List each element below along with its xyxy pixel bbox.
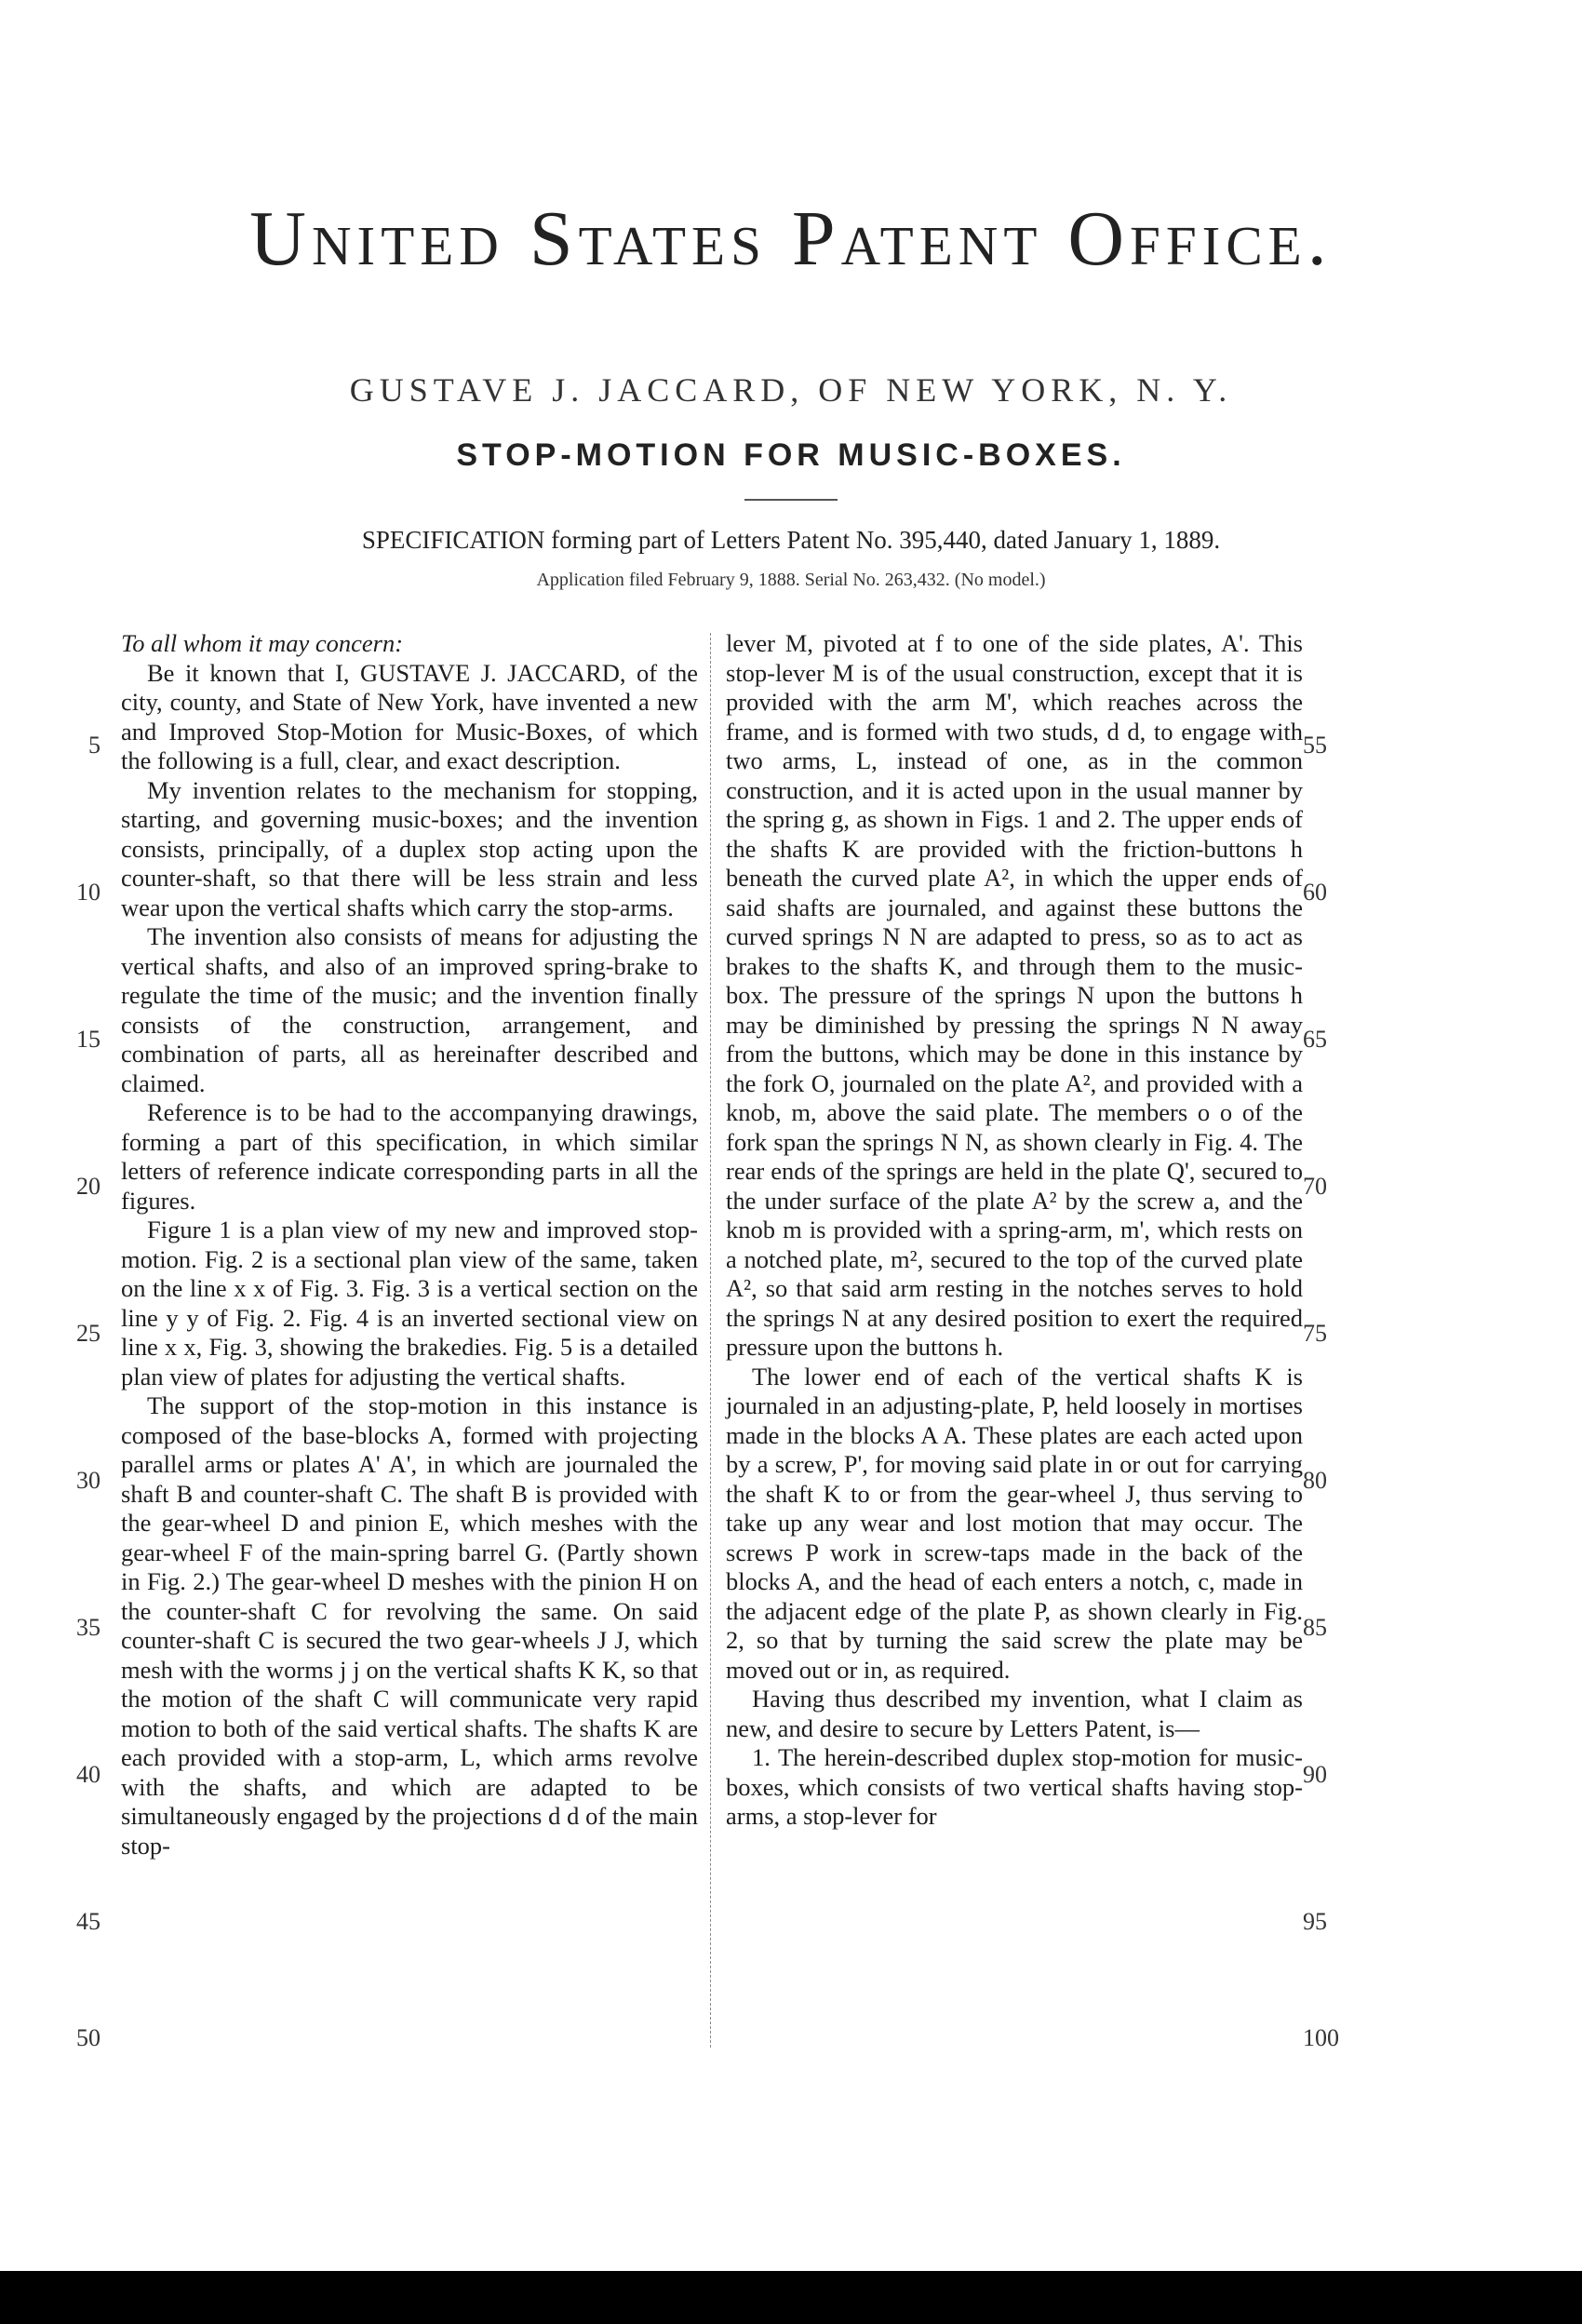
paragraph: Be it known that I, GUSTAVE J. JACCARD, of the city, county, and State of New York, have invented a new and Improved Stop-Motion for Music-Boxes, of which the following is a full, clear, and exact description.: [121, 658, 698, 774]
line-number: 65: [1303, 1026, 1327, 1053]
paragraph: lever M, pivoted at f to one of the side plates, A'. This stop-lever M is of the usual construction, except that it is provided with the arm M', which reaches across the frame, and is formed with two studs, d d, to engage with two arms, L, instead of one, as in the common construction, and it is acted upon in the usual manner by the spring g, as shown in Figs. 1 and 2. The upper ends of the shafts K are provided with the friction-buttons h beneath the curved plate A², in which the upper ends of said shafts are journaled, and against these buttons the curved springs N N are adapted to press, so as to act as brakes to the shafts K, and through them to the music-box. The pressure of the springs N upon the buttons h may be diminished by pressing the springs N N away from the buttons, which may be done in this instance by the fork O, journaled on the plate A², and provided with a knob, m, above the said plate. The members o o of the fork span the springs N N, as shown clearly in Fig. 4. The rear ends of the springs are held in the plate Q', secured to the under surface of the plate A² by the screw a, and the knob m is provided with a spring-arm, m', which rests on a notched plate, m², secured to the top of the curved plate A², so that said arm resting in the notches serves to hold the springs N at any desired position to exert the required pressure upon the buttons h.: [726, 629, 1303, 1361]
paragraph: The invention also consists of means for adjusting the vertical shafts, and also of an improved spring-brake to regulate the time of the music; and the invention finally consists of the construction, arrangement, and combination of parts, all as hereinafter described and claimed.: [121, 922, 698, 1097]
office-title: United States Patent Office.: [249, 195, 1333, 282]
patent-title: STOP-MOTION FOR MUSIC-BOXES.: [456, 437, 1126, 473]
line-number: 100: [1303, 2024, 1339, 2051]
line-number: 15: [76, 1026, 101, 1053]
line-number: 60: [1303, 879, 1327, 906]
line-number: 35: [76, 1614, 101, 1641]
right-column: [726, 629, 1303, 1832]
line-number: 5: [88, 732, 101, 759]
paragraph: The lower end of each of the vertical shafts K is journaled in an adjusting-plate, P, held loosely in mortises made in the blocks A A. These plates are each acted upon by a screw, P', for moving said plate in or out for carrying the shaft K to or from the gear-wheel J, thus serving to take up any wear and lost motion that may occur. The screws P work in screw-taps made in the back of the blocks A, and the head of each enters a notch, c, made in the adjacent edge of the plate P, as shown clearly in Fig. 2, so that by turning the said screw the plate may be moved out or in, as required.: [726, 1362, 1303, 1684]
line-number: 25: [76, 1320, 101, 1347]
paragraph: Figure 1 is a plan view of my new and improved stop-motion. Fig. 2 is a sectional plan view of the same, taken on the line x x of Fig. 3. Fig. 3 is a vertical section on the line y y of Fig. 2. Fig. 4 is an inverted sectional view on line x x, Fig. 3, showing the brakedies. Fig. 5 is a detailed plan view of plates for adjusting the vertical shafts.: [121, 1216, 698, 1390]
line-number: 55: [1303, 732, 1327, 759]
salutation: To all whom it may concern:: [121, 629, 404, 657]
paragraph: The support of the stop-motion in this instance is composed of the base-blocks A, formed with projecting parallel arms or plates A' A', in which are journaled the shaft B and counter-shaft C. The shaft B is provided with the gear-wheel D and pinion E, which meshes with the gear-wheel F of the main-spring barrel G. (Partly shown in Fig. 2.) The gear-wheel D meshes with the pinion H on the counter-shaft C for revolving the same. On said counter-shaft C is secured the two gear-wheels J J, which mesh with the worms j j on the vertical shafts K K, so that the motion of the shaft C will communicate very rapid motion to both of the said vertical shafts. The shafts K are each provided with a stop-arm, L, which arms revolve with the shafts, and which are adapted to be simultaneously engaged by the projections d d of the main stop-: [121, 1391, 698, 1860]
paragraph: Reference is to be had to the accompanying drawings, forming a part of this specification, in which similar letters of reference indicate corresponding parts in all the figures.: [121, 1098, 698, 1215]
line-number: 10: [76, 879, 101, 906]
specification-line: SPECIFICATION forming part of Letters Patent No. 395,440, dated January 1, 1889.: [361, 526, 1221, 554]
line-number: 30: [76, 1467, 101, 1494]
line-number: 80: [1303, 1467, 1327, 1494]
line-number: 90: [1303, 1761, 1327, 1788]
column-divider: [710, 633, 711, 2048]
line-number: 50: [76, 2024, 101, 2051]
line-number: 85: [1303, 1614, 1327, 1641]
line-number: 45: [76, 1908, 101, 1935]
line-number: 75: [1303, 1320, 1327, 1347]
application-line: Application filed February 9, 1888. Serial No. 263,432. (No model.): [536, 570, 1046, 590]
claim: 1. The herein-described duplex stop-motion for music-boxes, which consists of two vertical shafts having stop-arms, a stop-lever for: [726, 1743, 1303, 1830]
paragraph: My invention relates to the mechanism for stopping, starting, and governing music-boxes; and the invention consists, principally, of a duplex stop acting upon the counter-shaft, so that there will be less strain and less wear upon the vertical shafts which carry the stop-arms.: [121, 775, 698, 921]
line-number: 20: [76, 1173, 101, 1200]
line-number: 70: [1303, 1173, 1327, 1200]
left-column: [121, 629, 698, 1861]
title-rule: [744, 499, 838, 501]
scan-border-bar: [0, 2271, 1582, 2324]
inventor-line: GUSTAVE J. JACCARD, OF NEW YORK, N. Y.: [349, 371, 1233, 409]
line-number: 95: [1303, 1908, 1327, 1935]
paragraph: Having thus described my invention, what I claim as new, and desire to secure by Letters Patent, is—: [726, 1685, 1303, 1742]
line-number: 40: [76, 1761, 101, 1788]
